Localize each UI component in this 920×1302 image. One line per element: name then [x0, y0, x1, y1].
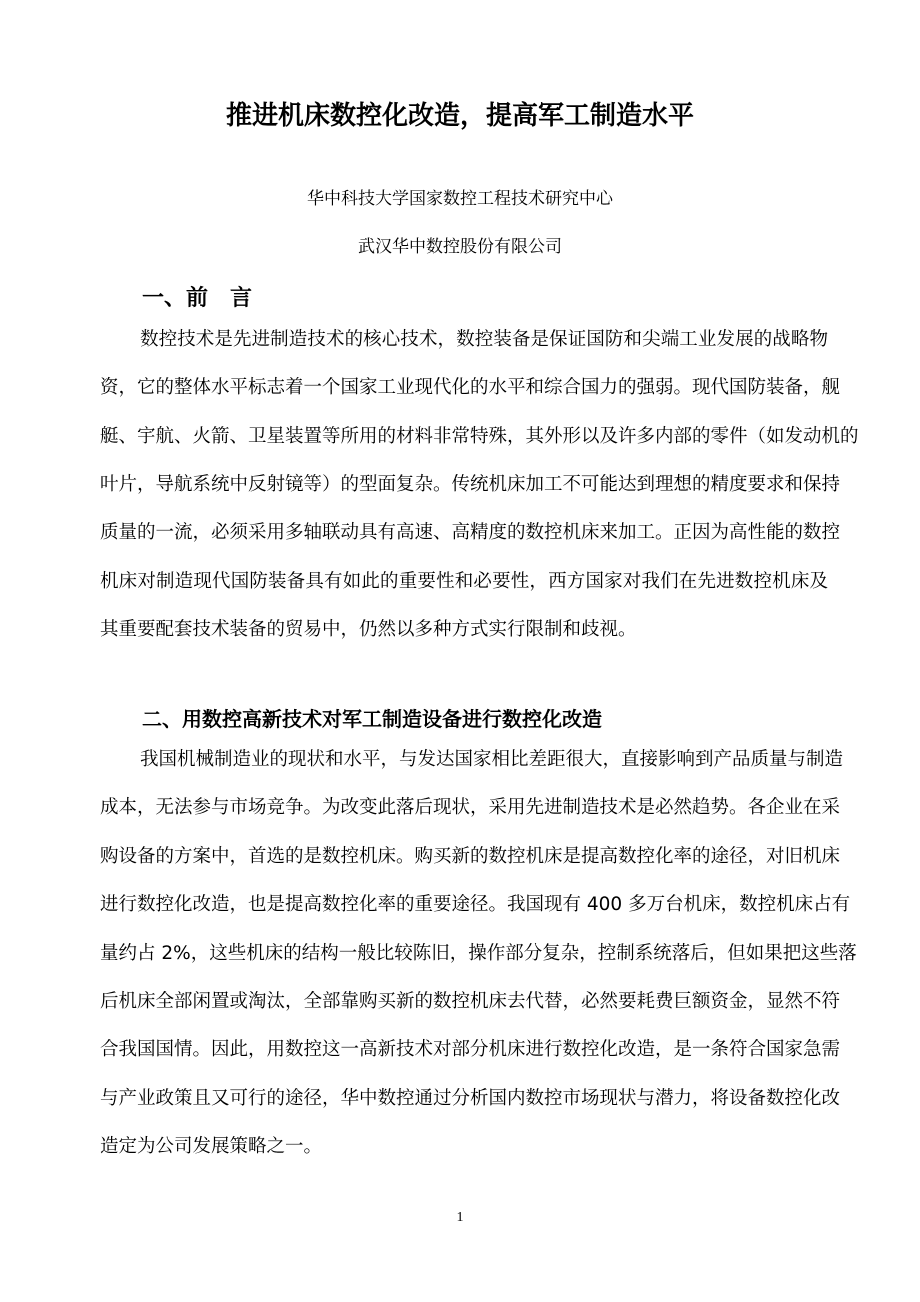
text-line: 我国机械制造业的现状和水平，与发达国家相比差距很大，直接影响到产品质量与制造 [140, 749, 844, 770]
affiliation-company: 武汉华中数控股份有限公司 [358, 237, 562, 257]
text-line: 合我国国情。因此，用数控这一高新技术对部分机床进行数控化改造，是一条符合国家急需 [100, 1039, 841, 1060]
section-heading-preface: 一、前 言 [142, 286, 253, 311]
document-title: 推进机床数控化改造，提高军工制造水平 [225, 101, 694, 131]
text-line: 与产业政策且又可行的途径，华中数控通过分析国内数控市场现状与潜力，将设备数控化改 [100, 1088, 841, 1109]
text-line: 进行数控化改造，也是提高数控化率的重要途径。我国现有 400 多万台机床，数控机床占有 [100, 894, 851, 915]
text-line: 其重要配套技术装备的贸易中，仍然以多种方式实行限制和歧视。 [100, 619, 637, 640]
text-line: 机床对制造现代国防装备具有如此的重要性和必要性，西方国家对我们在先进数控机床及 [100, 571, 828, 592]
section-heading-retrofit: 二、用数控高新技术对军工制造设备进行数控化改造 [142, 707, 602, 731]
page-number: 1 [456, 1210, 464, 1225]
text-line: 质量的一流，必须采用多轴联动具有高速、高精度的数控机床来加工。正因为高性能的数控 [100, 522, 841, 543]
text-line: 量约占 2%，这些机床的结构一般比较陈旧，操作部分复杂，控制系统落后，但如果把这些落 [100, 943, 857, 964]
text-line: 后机床全部闲置或淘汰，全部靠购买新的数控机床去代替，必然要耗费巨额资金，显然不符 [100, 991, 841, 1012]
text-line: 叶片，导航系统中反射镜等）的型面复杂。传统机床加工不可能达到理想的精度要求和保持 [100, 474, 841, 495]
text-line: 资，它的整体水平标志着一个国家工业现代化的水平和综合国力的强弱。现代国防装备，舰 [100, 377, 841, 398]
affiliation-institute: 华中科技大学国家数控工程技术研究中心 [307, 189, 613, 209]
text-line: 购设备的方案中，首选的是数控机床。购买新的数控机床是提高数控化率的途径，对旧机床 [100, 846, 841, 867]
text-line: 数控技术是先进制造技术的核心技术，数控装备是保证国防和尖端工业发展的战略物 [140, 329, 828, 350]
text-line: 艇、宇航、火箭、卫星装置等所用的材料非常特殊，其外形以及许多内部的零件（如发动机的 [100, 426, 859, 447]
text-line: 造定为公司发展策略之一。 [100, 1136, 323, 1157]
text-line: 成本，无法参与市场竞争。为改变此落后现状，采用先进制造技术是必然趋势。各企业在采 [100, 797, 841, 818]
